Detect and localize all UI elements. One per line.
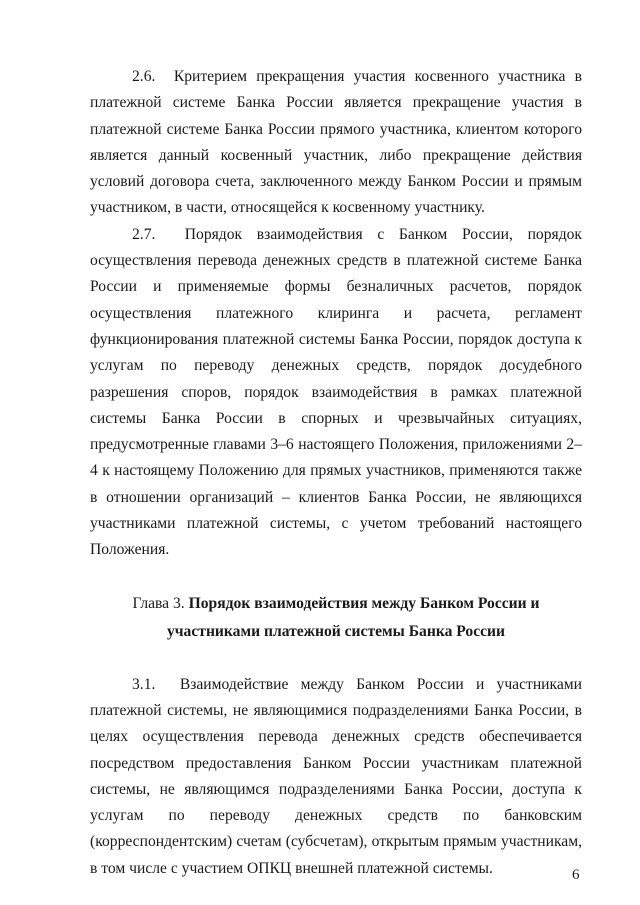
- paragraph-3-1: [90, 672, 582, 882]
- chapter-number: Глава 3.: [132, 594, 185, 612]
- spacer: [90, 646, 582, 672]
- document-page: [90, 64, 582, 882]
- chapter-title: Порядок взаимодействия между Банком России и участниками платежной системы Банка России: [166, 594, 540, 640]
- paragraph-number: 2.7.: [132, 225, 156, 243]
- spacer: [90, 564, 582, 590]
- paragraph-text: Критерием прекращения участия косвенного участника в платежной системе Банка России является прекращение участия в платежной системе Банка России прямого участника, клиентом которого является данный косвенный участник, либо прекращение действия условий договора счета, заключенного между Банком России и прямым участником, в части, относящейся к косвенному участнику.: [90, 68, 583, 217]
- paragraph-number: 2.6.: [132, 68, 156, 85]
- paragraph-2-7: [90, 222, 582, 564]
- paragraph-text: Взаимодействие между Банком России и участниками платежной системы, не являющимися подразделениями Банка России, в целях осуществления перевода денежных средств обеспечивается посредством предоставления Банком России участникам платежной системы, не являющимся подразделениями Банка России, доступа к услугам по переводу денежных средств по банковским (корреспондентским) счетам (субсчетам), открытым прямым участникам, в том числе с участием ОПКЦ внешней платежной системы.: [90, 675, 582, 877]
- chapter-heading: [90, 590, 582, 646]
- paragraph-number: 3.1.: [132, 675, 156, 693]
- paragraph-text: Порядок взаимодействия с Банком России, порядок осуществления перевода денежных средств в платежной системе Банка России и применяемые формы безналичных расчетов, порядок осуществления платежного клиринга и расчета, регламент функционирования платежной системы Банка России, порядок доступа к услугам по переводу денежных средств, порядок досудебного разрешения споров, порядок взаимодействия в рамках платежной системы Банка России в спорных и чрезвычайных ситуациях, предусмотренные главами 3–6 настоящего Положения, приложениями 2–4 к настоящему Положению для прямых участников, применяются также в отношении организаций – клиентов Банка России, не являющихся участниками платежной системы, с учетом требований настоящего Положения.: [90, 225, 583, 559]
- page-number: 6: [572, 867, 580, 883]
- paragraph-2-6: [90, 64, 582, 222]
